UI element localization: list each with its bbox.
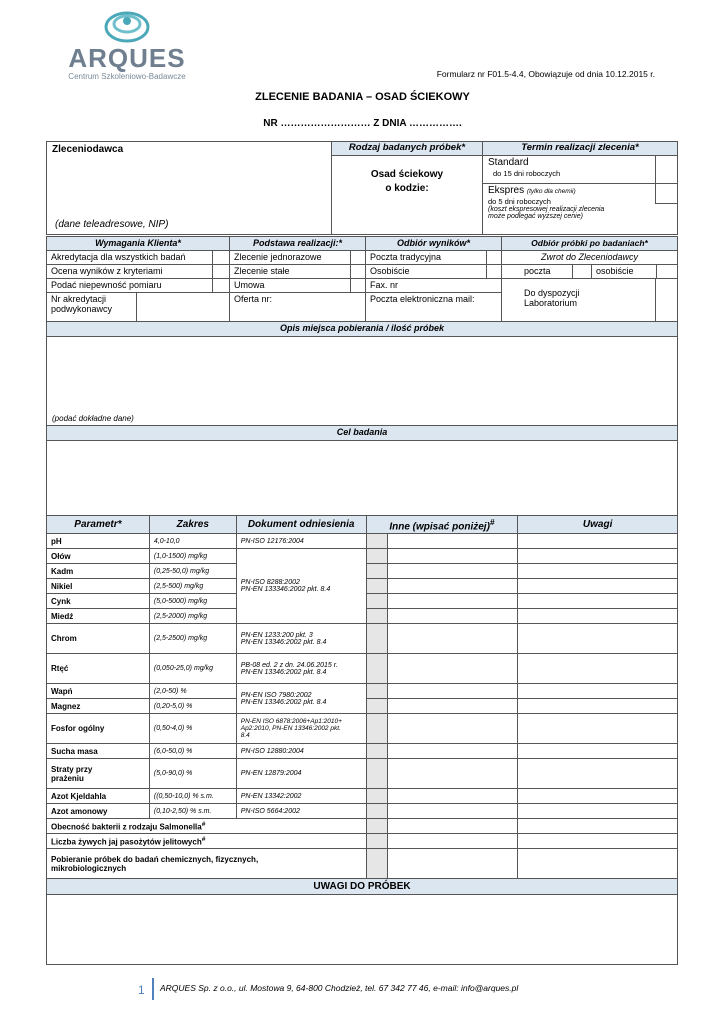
param-range: (2,0-50) %	[149, 684, 236, 699]
purpose-header: Cel badania	[46, 425, 678, 441]
lab-disposal	[501, 278, 656, 322]
logo-subtitle: Centrum Szkoleniowo-Badawcze	[68, 72, 186, 81]
param-wide-label: Liczba żywych jaj pasożytów jelitowych	[51, 837, 202, 847]
param-range: ((0,50-10,0) % s.m.	[149, 789, 236, 804]
param-other[interactable]	[387, 714, 518, 744]
param-checkbox[interactable]	[366, 804, 387, 819]
table-row	[47, 834, 678, 849]
param-other[interactable]	[387, 534, 518, 549]
req-uncertainty: Podać niepewność pomiaru	[46, 278, 213, 293]
param-checkbox[interactable]	[366, 684, 387, 699]
sample-type-line1: Osad ściekowy	[370, 169, 444, 180]
param-other[interactable]	[387, 549, 518, 564]
basis-header: Podstawa realizacji:*	[229, 236, 366, 251]
param-name-wide	[47, 834, 367, 849]
param-other[interactable]	[387, 759, 518, 789]
col-header-other-mark: #	[489, 517, 495, 527]
param-range: (6,0-50,0) %	[149, 744, 236, 759]
sample-type-line2: o kodzie:	[385, 183, 429, 194]
param-remarks[interactable]	[518, 744, 678, 759]
basis-contract-checkbox[interactable]	[350, 278, 366, 293]
param-other[interactable]	[387, 834, 518, 849]
express-cost-line1: (koszt ekspresowej realizacji zlecenia	[488, 206, 605, 213]
client-box[interactable]	[46, 141, 332, 235]
param-name: Rtęć	[47, 654, 150, 684]
param-remarks[interactable]	[518, 804, 678, 819]
page-title: ZLECENIE BADANIA – OSAD ŚCIEKOWY	[255, 91, 470, 103]
param-range: 4,0-10,0	[149, 534, 236, 549]
express-checkbox[interactable]	[655, 184, 677, 204]
param-checkbox[interactable]	[366, 744, 387, 759]
table-row	[47, 804, 678, 819]
standard-days: do 15 dni roboczych	[493, 169, 561, 178]
table-row	[47, 684, 678, 699]
return-to-client: Zwrot do Zleceniodawcy	[501, 250, 678, 265]
param-checkbox[interactable]	[366, 714, 387, 744]
results-personal-checkbox[interactable]	[486, 264, 502, 279]
param-name: Azot amonowy	[47, 804, 150, 819]
table-row	[47, 819, 678, 834]
standard-checkbox[interactable]	[655, 156, 677, 183]
remarks-field[interactable]	[47, 895, 678, 965]
param-other[interactable]	[387, 609, 518, 624]
param-other[interactable]	[387, 699, 518, 714]
lab-disposal-line1: Do dyspozycji	[524, 288, 580, 298]
basis-single-checkbox[interactable]	[350, 250, 366, 265]
param-range: (0,10-2,50) % s.m.	[149, 804, 236, 819]
param-remarks[interactable]	[518, 624, 678, 654]
param-name: pH	[47, 534, 150, 549]
req-subcontractor-input[interactable]	[136, 292, 230, 322]
param-checkbox[interactable]	[366, 564, 387, 579]
deadline-box	[482, 141, 678, 235]
param-name: Chrom	[47, 624, 150, 654]
return-personal: osobiście	[591, 264, 657, 279]
return-personal-checkbox[interactable]	[656, 264, 678, 279]
sample-return-header: Odbiór próbki po badaniach*	[501, 236, 678, 251]
param-remarks[interactable]	[518, 819, 678, 834]
purpose-field[interactable]	[46, 440, 678, 516]
param-other[interactable]	[387, 819, 518, 834]
param-remarks[interactable]	[518, 714, 678, 744]
basis-contract: Umowa	[229, 278, 351, 293]
sampling-hint: (podać dokładne dane)	[52, 414, 134, 423]
parameters-table	[46, 515, 678, 965]
param-name: Wapń	[47, 684, 150, 699]
table-row	[47, 744, 678, 759]
param-doc: PN-EN 12879:2004	[236, 759, 366, 789]
param-range: (5,0-5000) mg/kg	[149, 594, 236, 609]
param-range: (2,5-2000) mg/kg	[149, 609, 236, 624]
param-other[interactable]	[387, 564, 518, 579]
param-checkbox[interactable]	[366, 819, 387, 834]
col-header-parameter: Parametr*	[47, 516, 150, 534]
param-remarks[interactable]	[518, 654, 678, 684]
param-doc: PN-ISO 8288:2002 PN-EN 133346:2002 pkt. 8.4	[236, 549, 366, 624]
param-remarks[interactable]	[518, 609, 678, 624]
deadline-header: Termin realizacji zlecenia*	[483, 142, 677, 156]
param-doc: PN-ISO 12880:2004	[236, 744, 366, 759]
req-criteria: Ocena wyników z kryteriami	[46, 264, 213, 279]
remarks-row	[47, 895, 678, 965]
param-checkbox[interactable]	[366, 849, 387, 879]
table-row	[47, 624, 678, 654]
param-name-wide	[47, 819, 367, 834]
param-other[interactable]	[387, 654, 518, 684]
table-row	[47, 714, 678, 744]
param-name: Magnez	[47, 699, 150, 714]
param-checkbox[interactable]	[366, 549, 387, 564]
param-range: (5,0-90,0) %	[149, 759, 236, 789]
param-checkbox[interactable]	[366, 699, 387, 714]
param-name: Sucha masa	[47, 744, 150, 759]
param-doc: PN-ISO 5664:2002	[236, 804, 366, 819]
param-doc: PN-EN 13342:2002	[236, 789, 366, 804]
param-remarks[interactable]	[518, 534, 678, 549]
param-name: Kadm	[47, 564, 150, 579]
param-range: (2,5-500) mg/kg	[149, 579, 236, 594]
req-uncertainty-checkbox[interactable]	[212, 278, 230, 293]
client-hint: (dane teleadresowe, NIP)	[55, 219, 169, 230]
remarks-header-row	[47, 879, 678, 895]
remarks-header: UWAGI DO PRÓBEK	[47, 879, 678, 895]
param-doc: PN-ISO 12176:2004	[236, 534, 366, 549]
results-post-checkbox[interactable]	[486, 250, 502, 265]
req-criteria-checkbox[interactable]	[212, 264, 230, 279]
table-row	[47, 789, 678, 804]
param-checkbox[interactable]	[366, 579, 387, 594]
sample-type-box[interactable]	[331, 141, 483, 235]
param-remarks[interactable]	[518, 684, 678, 699]
basis-permanent: Zlecenie stałe	[229, 264, 351, 279]
param-other[interactable]	[387, 804, 518, 819]
lab-disposal-checkbox[interactable]	[655, 278, 678, 322]
param-wide-label: Obecność bakterii z rodzaju Salmonella	[51, 822, 202, 832]
req-subcontractor-line2: podwykonawcy	[51, 304, 113, 314]
param-remarks[interactable]	[518, 759, 678, 789]
express-label: Ekspres	[488, 185, 525, 196]
param-other[interactable]	[387, 684, 518, 699]
param-range: (0,050-25,0) mg/kg	[149, 654, 236, 684]
express-option[interactable]	[483, 184, 677, 234]
param-remarks[interactable]	[518, 579, 678, 594]
client-label: Zleceniodawca	[52, 144, 124, 155]
param-remarks[interactable]	[518, 789, 678, 804]
param-checkbox[interactable]	[366, 624, 387, 654]
param-checkbox[interactable]	[366, 834, 387, 849]
logo-icon	[104, 10, 150, 44]
basis-permanent-checkbox[interactable]	[350, 264, 366, 279]
param-doc: PN-EN 1233:200 pkt. 3 PN-EN 13346:2002 pkt. 8.4	[236, 624, 366, 654]
col-header-other-label: Inne (wpisać poniżej)	[389, 521, 490, 533]
param-checkbox[interactable]	[366, 759, 387, 789]
param-name: Fosfor ogólny	[47, 714, 150, 744]
param-doc: PN-EN ISO 7980:2002 PN-EN 13346:2002 pkt. 8.4	[236, 684, 366, 714]
results-header: Odbiór wyników*	[365, 236, 502, 251]
param-checkbox[interactable]	[366, 654, 387, 684]
param-range: (0,20-5,0) %	[149, 699, 236, 714]
param-remarks[interactable]	[518, 549, 678, 564]
results-personal: Osobiście	[365, 264, 487, 279]
param-range: (1,0-1500) mg/kg	[149, 549, 236, 564]
param-wide-mark: #	[201, 821, 206, 828]
order-number-line: NR ……………………… Z DNIA …………….	[263, 118, 462, 129]
return-by-mail: poczta	[501, 264, 573, 279]
param-name: Miedź	[47, 609, 150, 624]
param-checkbox[interactable]	[366, 789, 387, 804]
col-header-remarks: Uwagi	[518, 516, 678, 534]
param-name: Azot Kjeldahla	[47, 789, 150, 804]
param-name-wide: Pobieranie próbek do badań chemicznych, fizycznych, mikrobiologicznych	[47, 849, 367, 879]
param-name: Nikiel	[47, 579, 150, 594]
col-header-document: Dokument odniesienia	[236, 516, 366, 534]
col-header-other	[366, 516, 518, 534]
param-name: Cynk	[47, 594, 150, 609]
param-wide-mark: #	[201, 836, 206, 843]
standard-option[interactable]	[483, 156, 677, 184]
param-range: (0,50-4,0) %	[149, 714, 236, 744]
param-range: (0,25-50,0) mg/kg	[149, 564, 236, 579]
sampling-header: Opis miejsca pobierania / ilość próbek	[46, 321, 678, 337]
param-checkbox[interactable]	[366, 594, 387, 609]
express-days: do 5 dni roboczych	[488, 197, 551, 206]
results-post: Poczta tradycyjna	[365, 250, 487, 265]
company-logo	[52, 10, 202, 80]
standard-label: Standard	[488, 157, 529, 168]
req-accreditation-checkbox[interactable]	[212, 250, 230, 265]
table-row	[47, 654, 678, 684]
param-other[interactable]	[387, 594, 518, 609]
basis-offer-field[interactable]: Oferta nr:	[229, 292, 366, 322]
results-fax-field[interactable]: Fax. nr	[365, 278, 502, 293]
express-note: (tylko dla chemii)	[526, 188, 576, 195]
sampling-field[interactable]	[46, 336, 678, 426]
param-remarks[interactable]	[518, 564, 678, 579]
param-doc: PB-08 ed. 2 z dn. 24.06.2015 r. PN-EN 13346:2002 pkt. 8.4	[236, 654, 366, 684]
param-other[interactable]	[387, 744, 518, 759]
col-header-range: Zakres	[149, 516, 236, 534]
requirements-header: Wymagania Klienta*	[46, 236, 230, 251]
param-other[interactable]	[387, 579, 518, 594]
param-range: (2,5-2500) mg/kg	[149, 624, 236, 654]
sample-type-header: Rodzaj badanych próbek*	[332, 142, 482, 156]
results-email-field[interactable]: Poczta elektroniczna mail:	[365, 292, 502, 322]
lab-disposal-line2: Laboratorium	[524, 298, 578, 308]
footer-divider	[152, 978, 154, 1000]
param-checkbox[interactable]	[366, 609, 387, 624]
req-subcontractor-line1: Nr akredytacji	[51, 294, 107, 304]
param-other[interactable]	[387, 849, 518, 879]
param-other[interactable]	[387, 789, 518, 804]
company-address: ARQUES Sp. z o.o., ul. Mostowa 9, 64-800 Chodzież, tel. 67 342 77 46, e-mail: info@arques.pl	[160, 983, 519, 993]
return-by-mail-checkbox[interactable]	[572, 264, 592, 279]
req-subcontractor-label	[46, 292, 137, 322]
logo-text: ARQUES	[68, 43, 186, 73]
param-remarks[interactable]	[518, 699, 678, 714]
param-name: Ołów	[47, 549, 150, 564]
param-name: Straty przy prażeniu	[47, 759, 150, 789]
table-row	[47, 849, 678, 879]
param-remarks[interactable]	[518, 849, 678, 879]
table-row	[47, 534, 678, 549]
table-header-row	[47, 516, 678, 534]
param-doc: PN-EN ISO 6878:2006+Ap1:2010+ Ap2:2010, PN-EN 13346:2002 pkt. 8.4	[236, 714, 366, 744]
param-remarks[interactable]	[518, 834, 678, 849]
param-remarks[interactable]	[518, 594, 678, 609]
basis-single: Zlecenie jednorazowe	[229, 250, 351, 265]
param-other[interactable]	[387, 624, 518, 654]
table-row	[47, 759, 678, 789]
table-row	[47, 549, 678, 564]
page-number: 1	[138, 983, 145, 997]
param-checkbox[interactable]	[366, 534, 387, 549]
express-cost-line2: może podlegać wyższej cenie)	[488, 213, 583, 220]
req-accreditation: Akredytacja dla wszystkich badań	[46, 250, 213, 265]
form-reference: Formularz nr F01.5-4.4, Obowiązuje od dnia 10.12.2015 r.	[436, 69, 655, 79]
